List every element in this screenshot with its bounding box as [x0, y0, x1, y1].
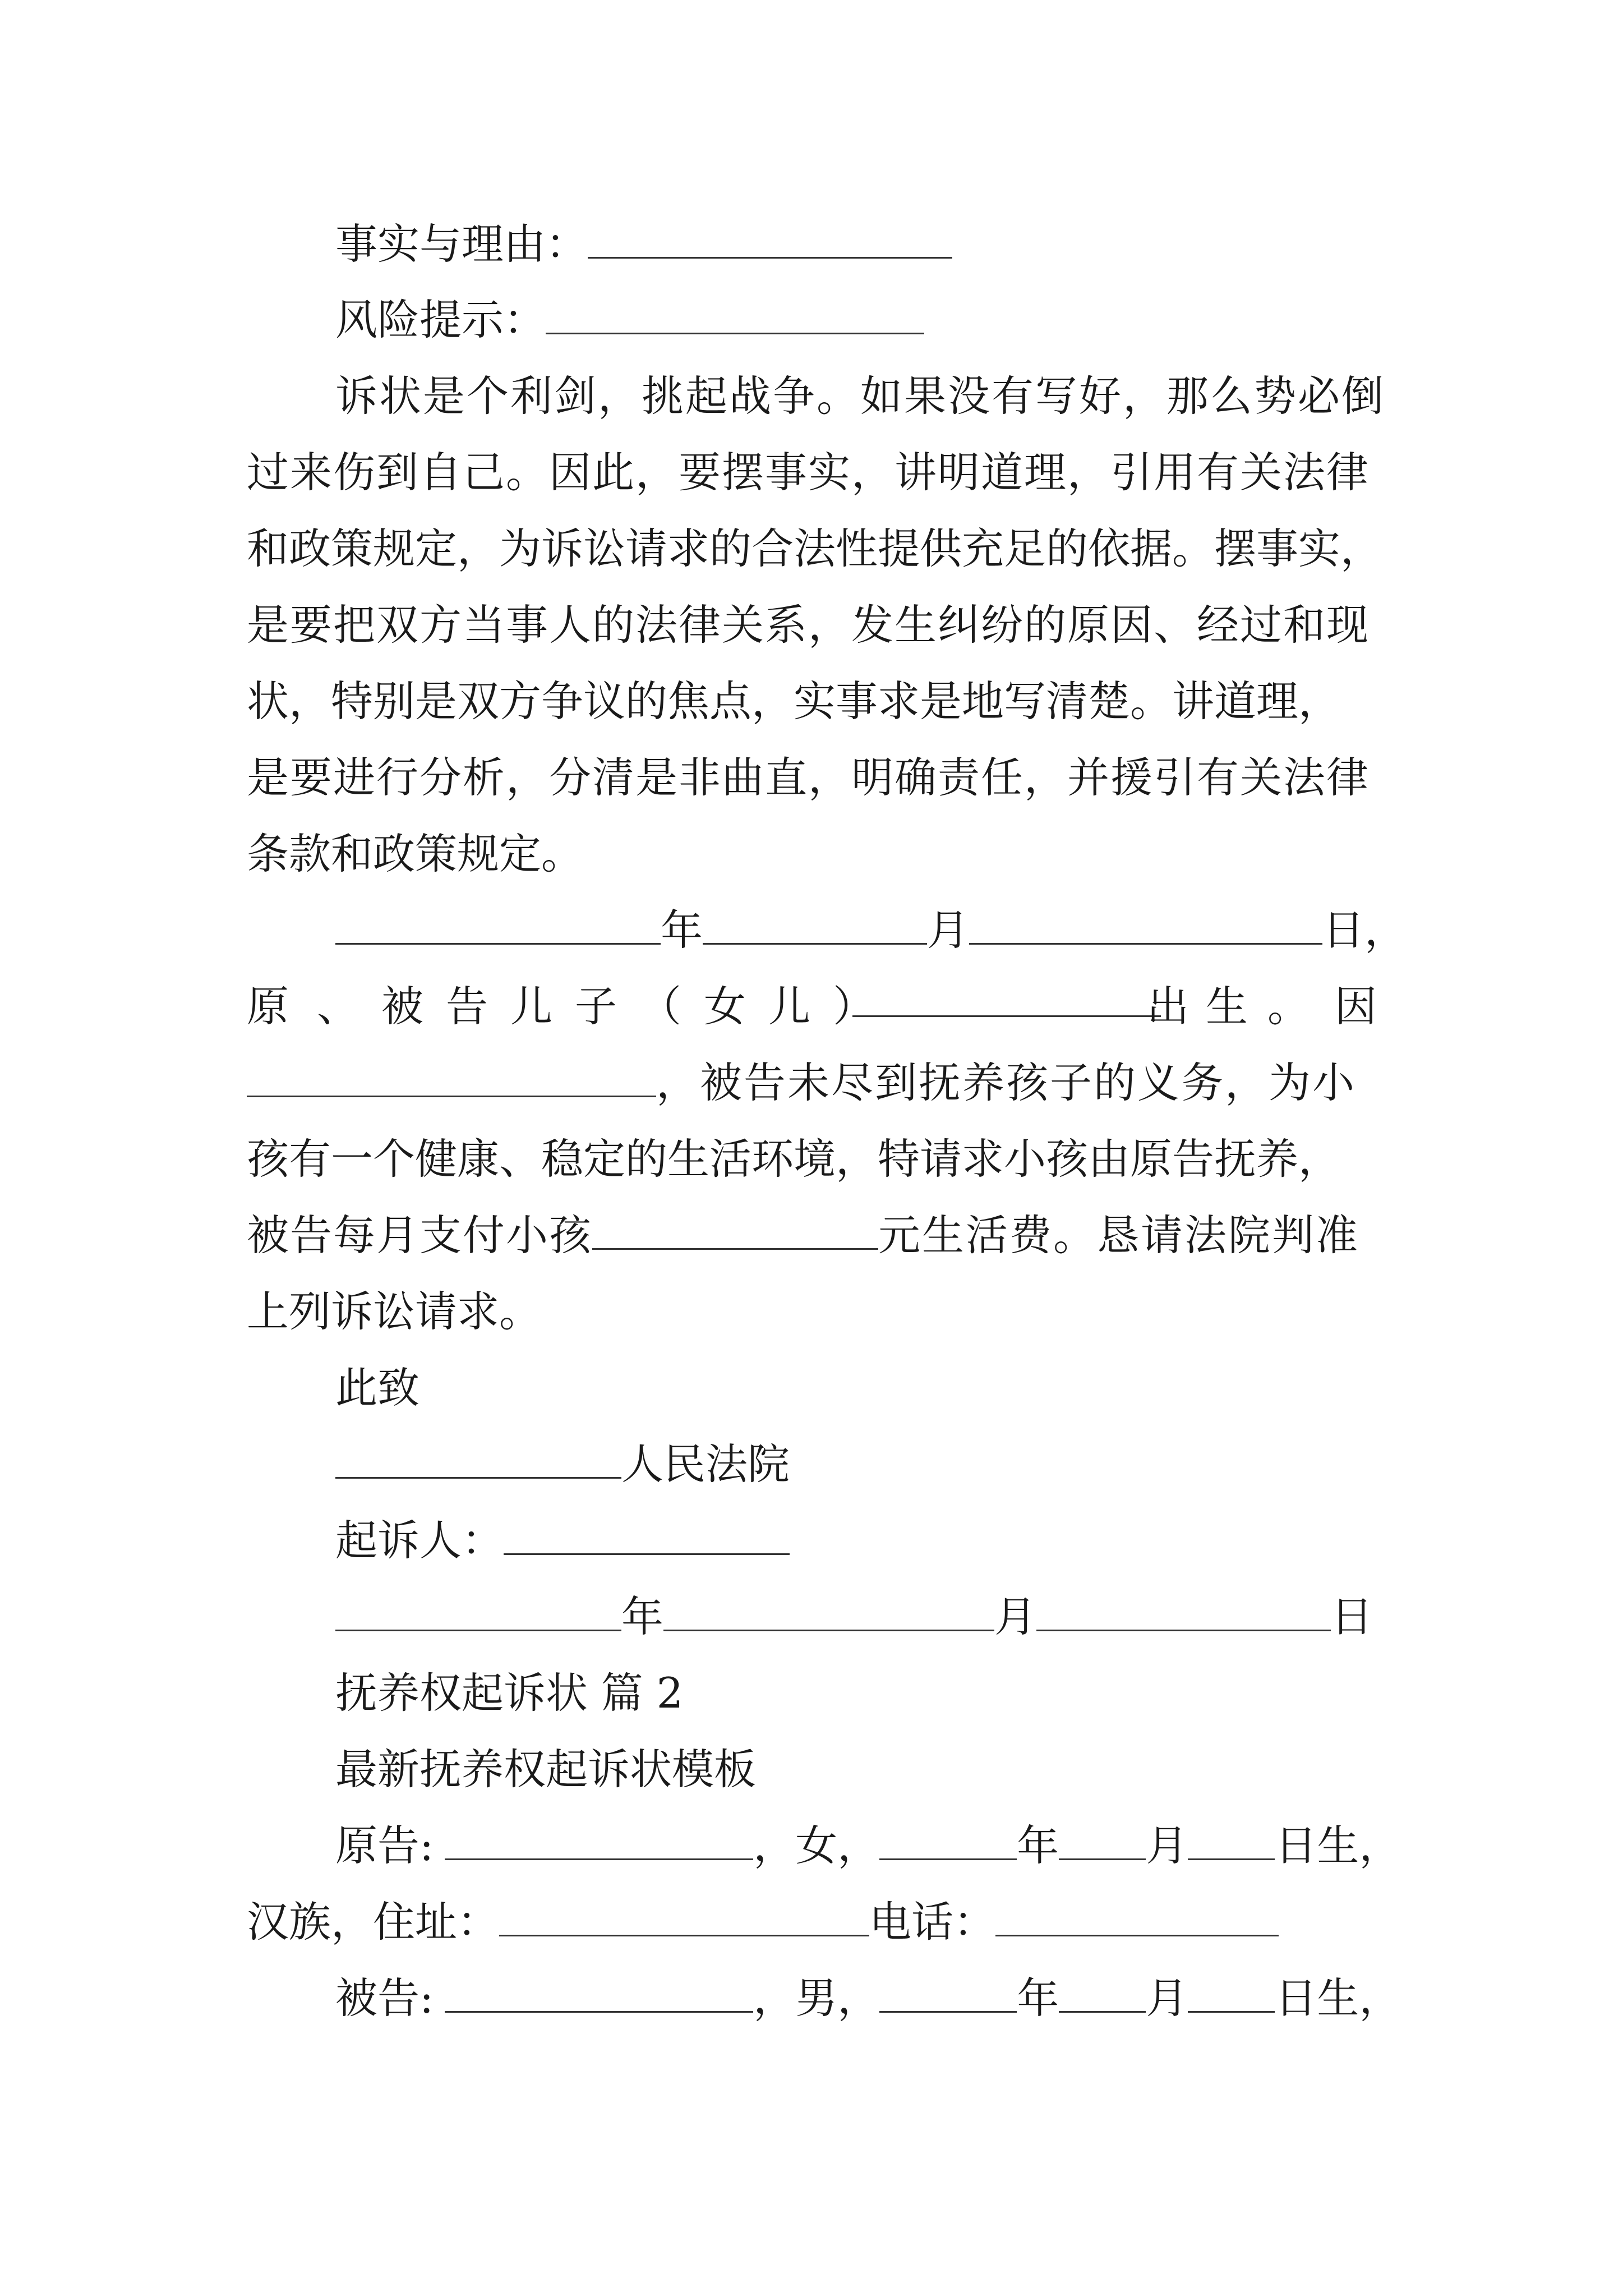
month-label: 月 [927, 905, 970, 955]
child-line [247, 978, 1377, 1034]
sign-day-blank[interactable] [1036, 1593, 1331, 1631]
plaintiff-birth-month-blank[interactable] [1059, 1821, 1146, 1860]
address-blank[interactable] [499, 1898, 869, 1936]
plaintiff-birth-year-blank[interactable] [879, 1821, 1017, 1860]
birth-month-blank[interactable] [703, 906, 927, 945]
char: 告 [446, 982, 488, 1031]
year-label: 年 [1017, 1973, 1059, 2023]
para1-line-5: 状，特别是双方争议的焦点，实事求是地写清楚。讲道理， [247, 677, 1341, 726]
reason-line [247, 1055, 1356, 1111]
char: 子 [575, 982, 617, 1031]
risk-blank[interactable] [546, 296, 924, 334]
char: 。 [1267, 982, 1310, 1031]
phone-label: 电话： [869, 1897, 996, 1947]
court-label: 人民法院 [621, 1439, 790, 1489]
plaintiff-info-line [335, 1818, 1401, 1874]
defendant-birth-month-blank[interactable] [1059, 1974, 1146, 2013]
child-name-blank[interactable] [852, 978, 1161, 1017]
day-label: 日， [1322, 905, 1407, 955]
para2-line-6: 上列诉讼请求。 [247, 1287, 542, 1336]
day-label: 日 [1331, 1592, 1373, 1641]
month-label: 月 [994, 1592, 1037, 1641]
defendant-label: 被告: [335, 1973, 434, 2023]
para1-line-4: 是要把双方当事人的法律关系，发生纠纷的原因、经过和现 [247, 600, 1370, 650]
char: 儿 [768, 982, 811, 1031]
day-born-label: 日生， [1275, 1821, 1401, 1870]
defendant-birth-year-blank[interactable] [879, 1974, 1017, 2013]
year-label: 年 [661, 905, 703, 955]
support-text-b: 元生活费。恳请法院判准 [878, 1211, 1360, 1260]
char: 儿 [510, 982, 553, 1031]
char: 生 [1206, 982, 1248, 1031]
address-label: 汉族，住址： [247, 1897, 500, 1947]
birth-date-line [335, 902, 1407, 958]
facts-line [335, 216, 952, 272]
char: 被 [381, 982, 424, 1031]
support-amount-blank[interactable] [592, 1211, 878, 1250]
facts-label: 事实与理由： [335, 219, 588, 269]
plaintiff-sign-label: 起诉人： [335, 1516, 504, 1565]
plaintiff-name-blank[interactable] [445, 1821, 753, 1860]
section2-heading: 抚养权起诉状 篇 2 [335, 1668, 684, 1718]
para1-line-1: 诉状是个利剑，挑起战争。如果没有写好，那么势必倒 [335, 371, 1386, 421]
sign-year-blank[interactable] [335, 1593, 621, 1631]
sign-date-line [335, 1589, 1373, 1645]
court-blank[interactable] [335, 1440, 621, 1479]
char: 因 [1335, 982, 1377, 1031]
day-born-label: 日生， [1275, 1973, 1401, 2023]
risk-line [335, 292, 924, 348]
reason-text: ，被告未尽到抚养孩子的义务，为小 [656, 1058, 1357, 1107]
char: 、 [317, 982, 359, 1031]
defendant-birth-day-blank[interactable] [1188, 1974, 1275, 2013]
month-label: 月 [1146, 1973, 1188, 2023]
male-text: ，男， [753, 1973, 880, 2023]
char: 出 [1147, 982, 1189, 1031]
plaintiff-label: 原告: [335, 1821, 434, 1870]
char: ） [833, 982, 875, 1031]
female-text: ，女， [753, 1821, 880, 1870]
risk-label: 风险提示： [335, 295, 546, 344]
reason-blank[interactable] [247, 1059, 656, 1097]
phone-blank[interactable] [995, 1898, 1279, 1936]
court-line [335, 1436, 790, 1492]
birth-year-blank[interactable] [335, 906, 661, 945]
para1-line-7: 条款和政策规定。 [247, 829, 584, 878]
year-label: 年 [621, 1592, 664, 1641]
char: （ [639, 982, 682, 1031]
defendant-name-blank[interactable] [445, 1974, 753, 2013]
char: 女 [704, 982, 746, 1031]
facts-blank[interactable] [588, 220, 952, 259]
support-text-a: 被告每月支付小孩 [247, 1211, 593, 1260]
support-line [247, 1207, 1359, 1263]
char: 原 [247, 982, 289, 1031]
plaintiff-sign-line [335, 1512, 790, 1568]
salute: 此致 [335, 1363, 420, 1412]
plaintiff-address-line [247, 1894, 1279, 1950]
para1-line-6: 是要进行分析，分清是非曲直，明确责任，并援引有关法律 [247, 753, 1370, 802]
section2-title: 最新抚养权起诉状模板 [335, 1745, 757, 1794]
para1-line-3: 和政策规定，为诉讼请求的合法性提供充足的依据。摆事实， [247, 524, 1383, 573]
sign-month-blank[interactable] [663, 1593, 994, 1631]
para1-line-2: 过来伤到自己。因此，要摆事实，讲明道理，引用有关法律 [247, 448, 1370, 497]
defendant-info-line [335, 1970, 1401, 2026]
month-label: 月 [1146, 1821, 1188, 1870]
birth-day-blank[interactable] [969, 906, 1322, 945]
plaintiff-sign-blank[interactable] [504, 1516, 790, 1555]
year-label: 年 [1017, 1821, 1059, 1870]
plaintiff-birth-day-blank[interactable] [1188, 1821, 1275, 1860]
para2-line-4: 孩有一个健康、稳定的生活环境，特请求小孩由原告抚养， [247, 1134, 1341, 1184]
